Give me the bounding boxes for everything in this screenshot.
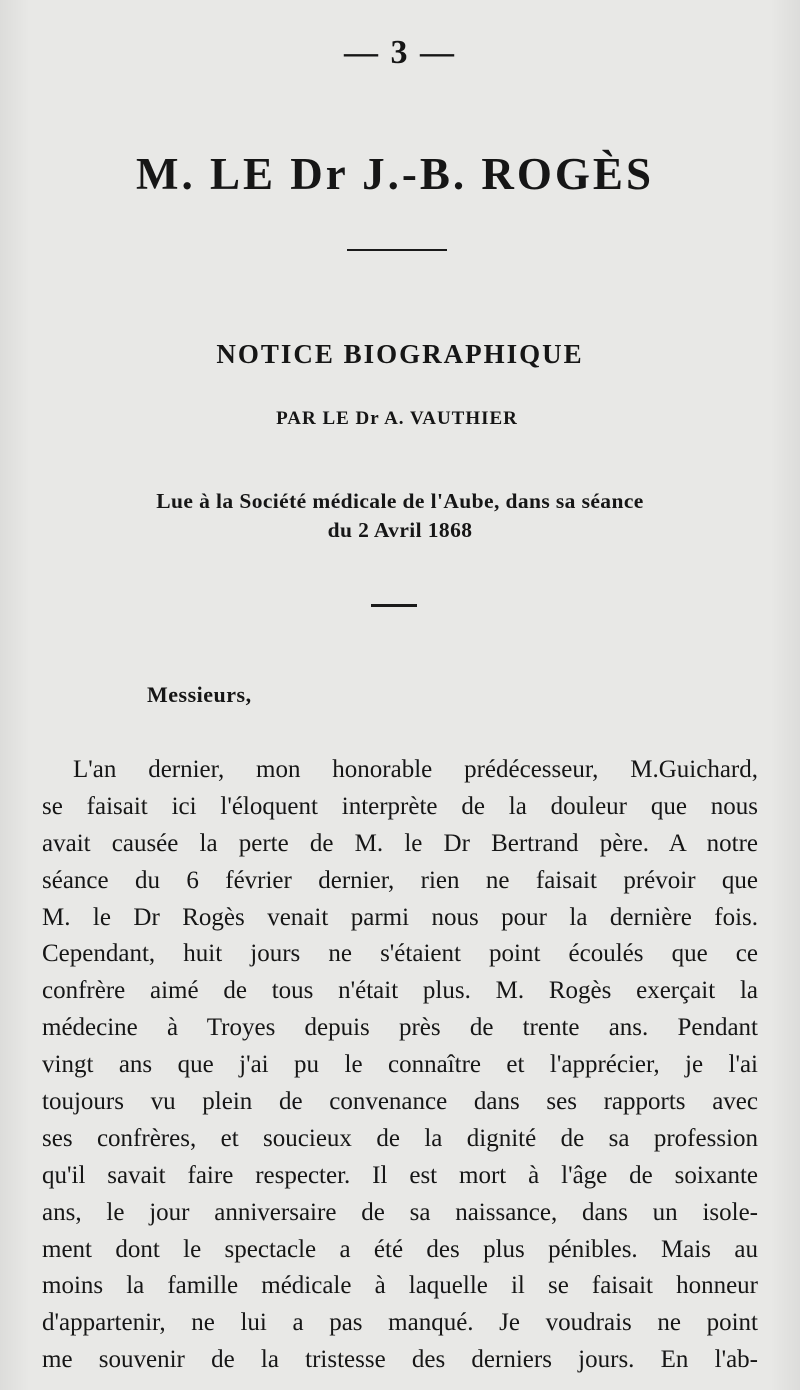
- text-line: Cependant, huit jours ne s'étaient point écoulés que ce: [42, 940, 758, 968]
- reading-note-line-2: du 2 Avril 1868: [327, 518, 473, 542]
- page-number: — 3 —: [344, 34, 456, 71]
- text-line: vingt ans que j'ai pu le connaître et l'apprécier, je l'ai: [42, 1051, 758, 1079]
- text-line: d'appartenir, ne lui a pas manqué. Je voudrais ne point: [42, 1309, 758, 1337]
- text-line: confrère aimé de tous n'était plus. M. Rogès exerçait la: [42, 977, 758, 1005]
- text-line: moins la famille médicale à laquelle il se faisait honneur: [42, 1272, 758, 1300]
- text-line: ans, le jour anniversaire de sa naissance, dans un isole-: [42, 1198, 758, 1226]
- text-line: médecine à Troyes depuis près de trente ans. Pendant: [42, 1014, 758, 1042]
- section-rule: [371, 604, 417, 607]
- text-line: ses confrères, et soucieux de la dignité de sa profession: [42, 1124, 758, 1152]
- title-rule: [347, 249, 447, 251]
- text-line: séance du 6 février dernier, rien ne faisait prévoir que: [42, 866, 758, 894]
- text-line: M. le Dr Rogès venait parmi nous pour la dernière fois.: [42, 903, 758, 931]
- author-line: PAR LE Dr A. VAUTHIER: [276, 408, 518, 429]
- text-line: se faisait ici l'éloquent interprète de la douleur que nous: [42, 792, 758, 820]
- text-line: L'an dernier, mon honorable prédécesseur, M.Guichard,: [73, 756, 758, 783]
- text-line: qu'il savait faire respecter. Il est mort à l'âge de soixante: [42, 1161, 758, 1189]
- salutation: Messieurs,: [147, 682, 252, 707]
- body-paragraph: [42, 752, 758, 1379]
- reading-note-line-1: Lue à la Société médicale de l'Aube, dans sa séance: [156, 489, 644, 513]
- text-line: me souvenir de la tristesse des derniers jours. En l'ab-: [42, 1346, 758, 1374]
- main-title: M. LE Dr J.-B. ROGÈS: [136, 149, 654, 199]
- text-line: toujours vu plein de convenance dans ses rapports avec: [42, 1088, 758, 1116]
- text-line: ment dont le spectacle a été des plus pénibles. Mais au: [42, 1235, 758, 1263]
- notice-title: NOTICE BIOGRAPHIQUE: [216, 339, 584, 369]
- reading-note: [40, 487, 760, 545]
- text-line: avait causée la perte de M. le Dr Bertrand père. A notre: [42, 829, 758, 857]
